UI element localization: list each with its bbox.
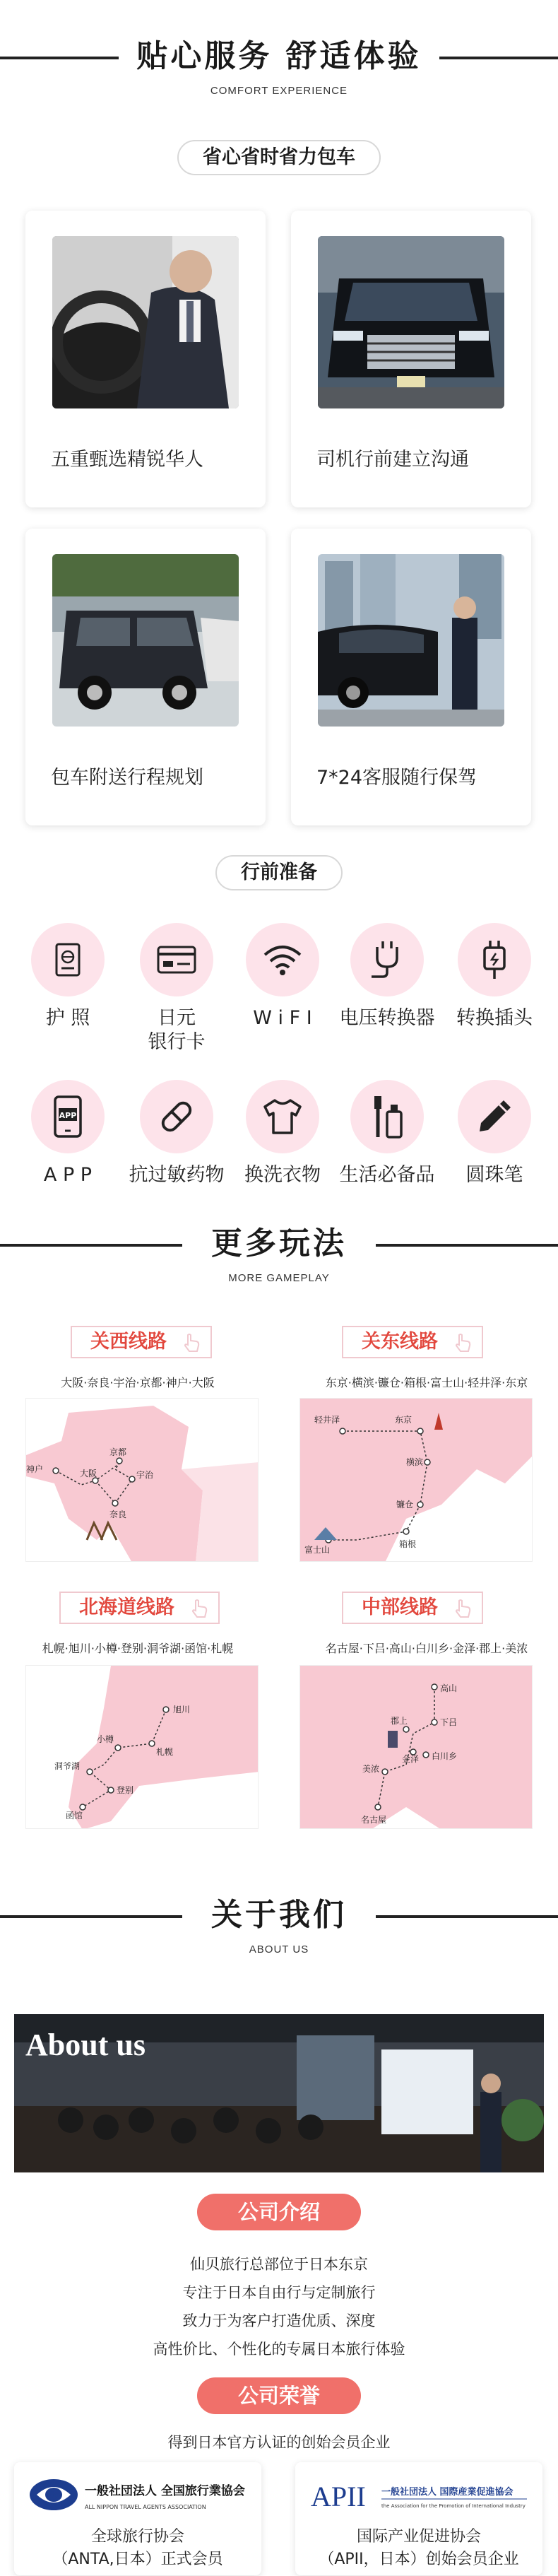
- map-place: 高山: [440, 1683, 458, 1693]
- map-place: 美浓: [362, 1764, 380, 1774]
- org-name: 国际产业促进协会: [356, 2528, 481, 2546]
- van-photo: [318, 236, 504, 408]
- service-card: [291, 529, 531, 825]
- prep-label: W i F I: [253, 1007, 312, 1029]
- intro-line: 高性价比、个性化的专属日本旅行体验: [153, 2341, 405, 2358]
- route-stops: 东京·横滨·镰仓·箱根·富士山·轻井泽·东京: [325, 1376, 528, 1389]
- wifi-icon: [262, 943, 303, 976]
- prep-item-clothes: [233, 1080, 332, 1187]
- service-card: [25, 529, 266, 825]
- route-name: 关西线路: [90, 1331, 167, 1353]
- apii-logo-text: APII: [311, 2481, 366, 2512]
- route-tag-hokkaido[interactable]: [59, 1592, 220, 1624]
- card-caption: 7*24客服随行保驾: [316, 767, 477, 789]
- prep-item-passport: [18, 923, 117, 1030]
- map-place: 小樽: [97, 1734, 114, 1744]
- section-gameplay-header: [0, 1221, 558, 1284]
- map-place: 旭川: [173, 1705, 191, 1715]
- prep-label: 护 照: [45, 1007, 90, 1029]
- service-card: [25, 211, 266, 507]
- card-caption: 包车附送行程规划: [51, 767, 203, 789]
- intro-line: 仙贝旅行总部位于日本东京: [190, 2256, 368, 2273]
- prep-label: 转换插头: [456, 1007, 533, 1029]
- prep-label: 日元 银行卡: [148, 1007, 206, 1053]
- prep-label: 生活必备品: [339, 1164, 435, 1186]
- prep-label: A P P: [43, 1164, 93, 1186]
- map-kanto: [299, 1398, 533, 1562]
- card-caption: 司机行前建立沟通: [316, 449, 469, 471]
- route-name: 中部线路: [362, 1596, 438, 1618]
- map-place: 大阪: [80, 1469, 97, 1478]
- apii-logo: [307, 2476, 531, 2519]
- prep-label: 抗过敏药物: [129, 1164, 225, 1186]
- route-tag-kansai[interactable]: [71, 1326, 212, 1358]
- map-place: 轻井泽: [314, 1415, 340, 1425]
- intro-line: 致力于为客户打造优质、深度: [182, 2312, 376, 2329]
- svg-text:APP: APP: [59, 1111, 77, 1120]
- prep-item-wifi: [233, 923, 332, 1030]
- prep-item-pen: [445, 1080, 544, 1187]
- map-place: 洞爷湖: [54, 1761, 81, 1771]
- org-role: （ANTA,日本）正式会员: [52, 2551, 223, 2568]
- map-place: 横滨: [406, 1457, 424, 1467]
- hand-pointer-icon: [452, 1332, 473, 1353]
- pill-icon: [156, 1096, 197, 1137]
- about-photo-text: About us: [25, 2028, 146, 2062]
- map-hokkaido: [25, 1665, 259, 1829]
- voltage-converter-icon: [367, 940, 407, 980]
- route-tag-kanto[interactable]: [342, 1326, 483, 1358]
- service-card: [291, 211, 531, 507]
- section-subtitle: ABOUT US: [249, 1943, 309, 1955]
- section-about-header: [0, 1893, 558, 1955]
- anta-logo: [25, 2476, 250, 2519]
- map-place: 神户: [26, 1464, 44, 1474]
- pen-icon: [475, 1098, 514, 1136]
- prep-item-medicine: [127, 1080, 226, 1187]
- intro-line: 专注于日本自由行与定制旅行: [182, 2284, 376, 2301]
- route-stops: 大阪·奈良·宇治·京都·神户·大阪: [61, 1376, 215, 1389]
- map-place: 镰仓: [396, 1500, 414, 1510]
- about-photo: [14, 2014, 544, 2172]
- driver-photo: [52, 236, 239, 408]
- section-comfort-header: [0, 34, 558, 97]
- map-place: 登别: [117, 1785, 134, 1795]
- map-place: 富士山: [304, 1545, 331, 1555]
- hand-pointer-icon: [189, 1598, 210, 1619]
- prep-item-voltage: [338, 923, 437, 1030]
- plug-adapter-icon: [479, 939, 510, 980]
- map-place: 宇治: [136, 1470, 154, 1480]
- map-place: 京都: [109, 1447, 127, 1457]
- honor-text: 得到日本官方认证的创始会员企业: [167, 2434, 391, 2451]
- apii-logo-sub: the Association for the Promotion of International Industry: [381, 2503, 526, 2509]
- org-card-apii: [295, 2462, 542, 2575]
- route-name: 北海道线路: [79, 1596, 174, 1618]
- map-place: 郡上: [391, 1716, 408, 1726]
- section-subtitle: COMFORT EXPERIENCE: [210, 85, 348, 97]
- car-photo: [52, 554, 239, 727]
- intro-pill: 公司介绍: [197, 2194, 361, 2230]
- card-caption: 五重甄选精锐华人: [51, 449, 203, 471]
- map-place: 奈良: [109, 1510, 127, 1519]
- hand-pointer-icon: [452, 1598, 473, 1619]
- route-name: 关东线路: [362, 1331, 438, 1353]
- bank-card-icon: [156, 944, 197, 975]
- prep-label: 电压转换器: [339, 1007, 435, 1029]
- prep-label: 圆珠笔: [465, 1164, 523, 1186]
- prep-label: 换洗衣物: [244, 1164, 321, 1186]
- route-stops: 札幌·旭川·小樽·登别·洞爷湖·函馆·札幌: [42, 1642, 234, 1655]
- map-place: 下吕: [440, 1717, 458, 1727]
- route-stops: 名古屋·下吕·高山·白川乡·金泽·郡上·美浓: [325, 1642, 528, 1655]
- map-chubu: [299, 1665, 533, 1829]
- hand-pointer-icon: [181, 1332, 202, 1353]
- route-tag-chubu[interactable]: [342, 1592, 483, 1624]
- org-name: 全球旅行协会: [90, 2528, 184, 2546]
- intro-text: [0, 2250, 558, 2363]
- toiletries-icon: [370, 1095, 404, 1139]
- anta-logo-text: 一般社団法人 全国旅行業協会: [85, 2484, 245, 2498]
- passport-icon: [49, 941, 86, 978]
- prep-item-essentials: [338, 1080, 437, 1187]
- map-place: 箱根: [399, 1539, 417, 1549]
- prep-pill: 行前准备: [215, 855, 343, 890]
- anta-logo-sub: ALL NIPPON TRAVEL AGENTS ASSOCIATION: [85, 2504, 206, 2510]
- map-place: 金泽: [402, 1754, 420, 1764]
- org-role: （APII，日本）创始会员企业: [319, 2551, 519, 2568]
- section-title: 关于我们: [198, 1893, 360, 1938]
- org-card-anta: [14, 2462, 261, 2575]
- charter-pill: 省心省时省力包车: [177, 140, 381, 175]
- prep-item-plug: [445, 923, 544, 1030]
- section-subtitle: MORE GAMEPLAY: [228, 1272, 330, 1284]
- map-place: 白川乡: [432, 1751, 458, 1761]
- tshirt-icon: [262, 1098, 303, 1135]
- map-kansai: [25, 1398, 259, 1562]
- map-place: 函馆: [66, 1811, 83, 1821]
- map-place: 东京: [395, 1415, 412, 1425]
- section-title: 贴心服务 舒适体验: [124, 34, 434, 79]
- prep-item-app: [18, 1080, 117, 1187]
- sedan-driver-photo: [318, 554, 504, 727]
- apii-logo-org: 一般社団法人 国際産業促進協会: [381, 2487, 514, 2498]
- app-icon: [52, 1095, 83, 1138]
- section-title: 更多玩法: [198, 1221, 360, 1266]
- map-place: 札幌: [156, 1747, 174, 1757]
- map-place: 名古屋: [361, 1815, 387, 1825]
- prep-item-bank-card: [127, 923, 226, 1054]
- honor-pill: 公司荣誉: [197, 2377, 361, 2414]
